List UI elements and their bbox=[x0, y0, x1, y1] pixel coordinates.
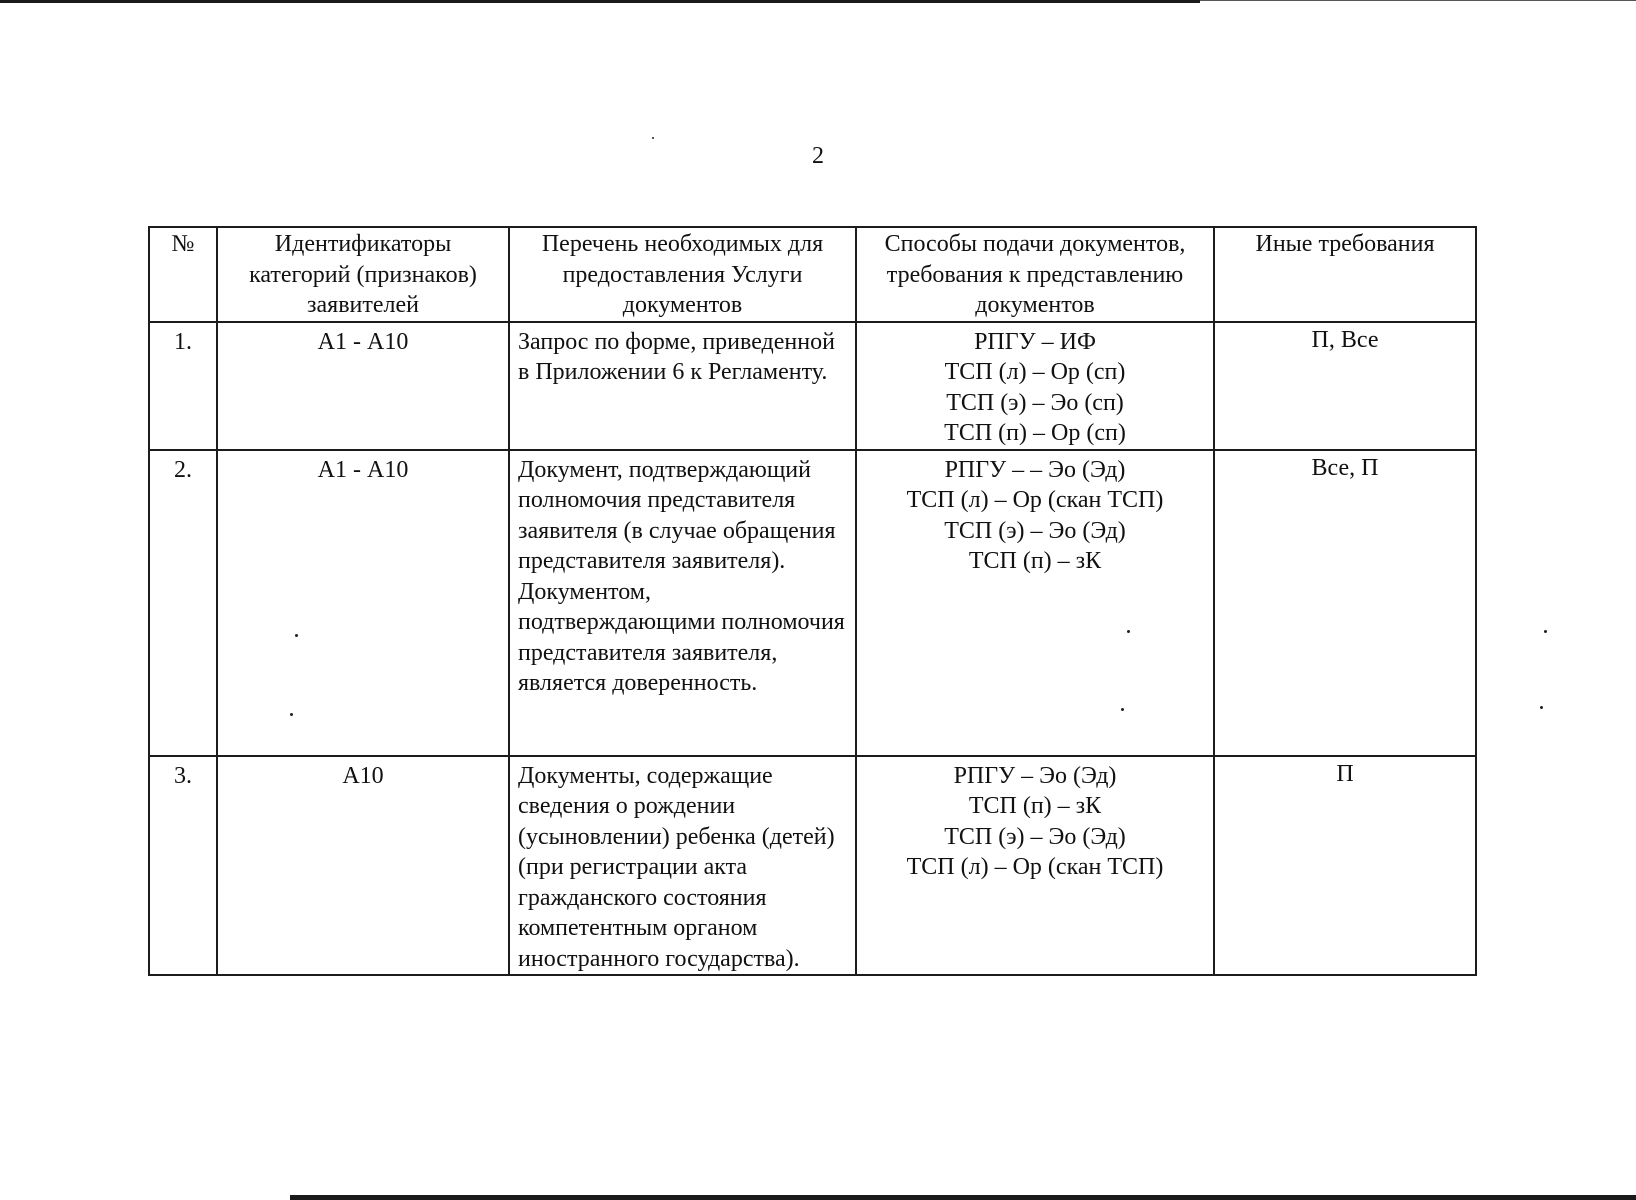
method-line: ТСП (л) – Ор (скан ТСП) bbox=[906, 487, 1164, 513]
requirements-table bbox=[148, 226, 1477, 976]
row-number: 1. bbox=[149, 322, 217, 450]
header-number: № bbox=[149, 227, 217, 322]
method-line: ТСП (л) – Ор (сп) bbox=[944, 359, 1126, 385]
document-text: Документ, подтверждающий полномочия представителя заявителя (в случае обращения представителя заявителя). bbox=[518, 456, 836, 574]
table-row bbox=[149, 322, 1476, 450]
row-methods bbox=[856, 756, 1214, 976]
row-methods bbox=[856, 450, 1214, 756]
method-line: ТСП (э) – Эо (Эд) bbox=[944, 517, 1126, 544]
header-other-requirements: Иные требования bbox=[1214, 227, 1476, 322]
scan-speck bbox=[1544, 630, 1547, 633]
table-row bbox=[149, 756, 1476, 976]
row-number: 3. bbox=[149, 756, 217, 976]
document-text: Запрос по форме, приведенной в Приложении 6 к Регламенту. bbox=[518, 328, 835, 385]
document-text: Документы, содержащие сведения о рождении (усыновлении) ребенка (детей) (при регистрации акта гражданского состояния компетентным органом иностранного государства). bbox=[518, 762, 835, 972]
row-documents bbox=[509, 756, 856, 976]
method-line: ТСП (п) – зК bbox=[968, 548, 1102, 574]
row-identifiers: А1 - А10 bbox=[217, 450, 509, 756]
row-documents bbox=[509, 450, 856, 756]
header-methods: Способы подачи документов, требования к представлению документов bbox=[856, 227, 1214, 322]
row-other-requirements: П, Все bbox=[1214, 322, 1476, 450]
method-line: ТСП (п) – зК bbox=[968, 793, 1102, 819]
header-documents: Перечень необходимых для предоставления Услуги документов bbox=[509, 227, 856, 322]
scan-speck bbox=[652, 137, 654, 139]
method-line: ТСП (э) – Эо (Эд) bbox=[944, 823, 1126, 850]
method-line: ТСП (л) – Ор (скан ТСП) bbox=[906, 854, 1164, 880]
page-number: 2 bbox=[812, 143, 824, 169]
row-identifiers: А10 bbox=[217, 756, 509, 976]
document-text: Документом, подтверждающими полномочия представителя заявителя, является доверенность. bbox=[518, 578, 845, 696]
row-methods bbox=[856, 322, 1214, 450]
row-other-requirements: П bbox=[1214, 756, 1476, 976]
table-header-row bbox=[149, 227, 1476, 322]
method-line: ТСП (п) – Ор (сп) bbox=[944, 420, 1126, 446]
scan-edge-top-thin bbox=[1200, 0, 1636, 1]
scan-speck bbox=[1540, 706, 1543, 709]
row-identifiers: А1 - А10 bbox=[217, 322, 509, 450]
method-line: РПГУ – Эо (Эд) bbox=[953, 762, 1117, 789]
scan-edge-bottom bbox=[290, 1195, 1636, 1200]
method-line: РПГУ – – Эо (Эд) bbox=[944, 456, 1126, 483]
row-other-requirements: Все, П bbox=[1214, 450, 1476, 756]
table-row bbox=[149, 450, 1476, 756]
method-line: РПГУ – ИФ bbox=[974, 328, 1096, 355]
row-number: 2. bbox=[149, 450, 217, 756]
method-line: ТСП (э) – Эо (сп) bbox=[946, 389, 1124, 416]
scan-edge-top bbox=[0, 0, 1200, 3]
header-identifiers: Идентификаторы категорий (признаков) заявителей bbox=[217, 227, 509, 322]
row-documents bbox=[509, 322, 856, 450]
